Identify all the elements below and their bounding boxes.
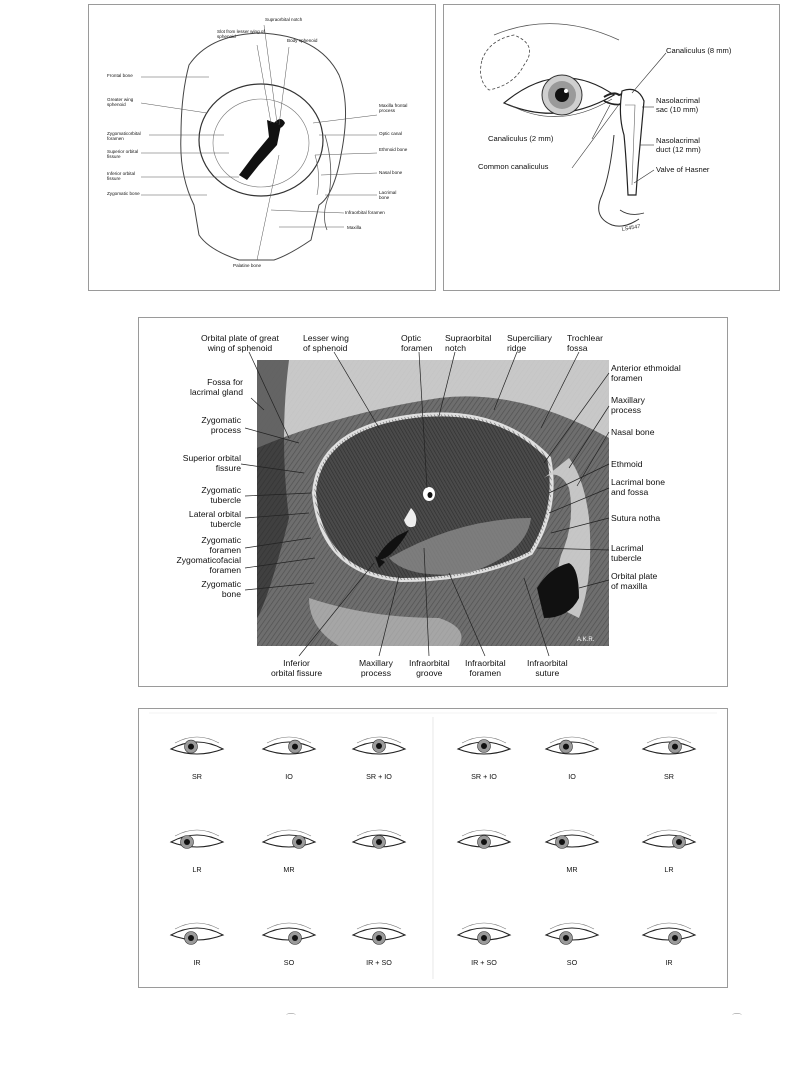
label-text: orbital fissure [271, 667, 323, 678]
label-frontal-bone: Frontal bone [107, 73, 133, 78]
label-infraorbital-foramen: Infraorbital foramen [345, 210, 385, 215]
label-common-canaliculus: Common canaliculus [478, 162, 549, 171]
label-text: Fossa for [207, 377, 243, 387]
label-text: Maxillary [359, 658, 393, 668]
eye-drawing [171, 737, 223, 754]
label-palatine-bone: Palatine bone [233, 263, 262, 268]
label-body-sphenoid: Body sphenoid [287, 38, 318, 43]
label-infraorbital-suture [527, 659, 568, 679]
eye-positions-grid [138, 708, 728, 988]
eye-muscle-label: SR + IO [471, 772, 497, 781]
label-text: Zygomatic [201, 579, 241, 589]
label-maxillary-process-right [611, 396, 645, 416]
label-lacrimal-bone-fossa [611, 478, 665, 498]
label-maxillary-process-bottom [359, 659, 393, 679]
label-valve-of-hasner: Valve of Hasner [656, 165, 710, 174]
label-text: Optic [401, 333, 422, 343]
eye-drawing [263, 830, 315, 849]
label-text: fissure [215, 462, 241, 473]
label-text: of sphenoid [303, 342, 348, 353]
label-ethmoid-bone: Ethmoid bone [379, 147, 408, 152]
eye-muscle-label: IO [285, 772, 293, 781]
eye-muscle-label: IO [568, 772, 576, 781]
label-nasolacrimal-duct [656, 137, 701, 154]
eye-drawing [643, 737, 695, 754]
eye-muscle-label: SO [283, 958, 295, 967]
label-text: bone [221, 588, 241, 599]
artist-signature: A.K.R. [577, 637, 595, 643]
label-text: Supraorbital [445, 333, 492, 343]
label-orbital-plate-sphenoid [201, 334, 279, 354]
label-nasal-bone: Nasal bone [379, 170, 403, 175]
label-maxilla: Maxilla [347, 225, 362, 230]
svg-text:LS4547: LS4547 [621, 223, 642, 233]
label-sac-line1: Nasolacrimal [656, 96, 700, 105]
label-zygomatic-foramen [201, 536, 241, 556]
label-text: tubercle [611, 552, 642, 563]
label-text: Zygomatic [201, 415, 241, 425]
eye-drawing [171, 923, 223, 945]
label-text: ridge [507, 342, 527, 353]
eye-drawing [458, 737, 510, 754]
label-duct-line1: Nasolacrimal [656, 136, 700, 145]
label-text: process [210, 424, 241, 435]
eye-drawing [171, 830, 223, 849]
orbit-anatomy-diagram [138, 317, 728, 687]
eye-muscle-label: LR [192, 865, 202, 874]
label-text: Superciliary [507, 333, 552, 343]
eye-muscle-label: IR [193, 958, 201, 967]
label-text: and fossa [611, 486, 649, 497]
label-text: of maxilla [611, 580, 648, 591]
label-optic-foramen [401, 334, 433, 354]
label-zygomatic-tubercle [201, 486, 241, 506]
eye-drawing [643, 923, 695, 945]
eye-drawing [546, 830, 598, 849]
label-anterior-ethmoidal-foramen [611, 364, 681, 384]
label-zygomaticorbital: Zygomaticorbital foramen [107, 131, 141, 142]
label-text: Zygomaticofacial [176, 555, 241, 565]
label-text: foramen [209, 564, 241, 575]
label-infraorbital-foramen [465, 659, 506, 679]
label-ethmoid: Ethmoid [611, 459, 643, 469]
label-zygomatic-bone: Zygomatic bone [107, 191, 140, 196]
label-text: foramen [611, 372, 643, 383]
label-sutura-notha: Sutura notha [611, 513, 661, 523]
eye-muscle-label: SO [566, 958, 578, 967]
label-canaliculus-8mm: Canaliculus (8 mm) [666, 46, 732, 55]
skull-bones-diagram [88, 4, 436, 291]
eye-drawing [263, 737, 315, 754]
label-superior-orbital-fissure [183, 454, 241, 474]
label-superciliary-ridge [507, 334, 552, 354]
label-text: lacrimal gland [189, 386, 243, 397]
label-inferior-orbital-fissure [271, 659, 322, 679]
label-text: wing of sphenoid [207, 342, 273, 353]
label-maxilla-frontal: Maxilla frontal process [379, 103, 408, 114]
eye-drawing [263, 923, 315, 945]
label-text: Lacrimal [611, 543, 644, 553]
label-canaliculus-2mm: Canaliculus (2 mm) [488, 134, 554, 143]
label-zygomatic-bone [201, 580, 241, 600]
lacrimal-drainage-diagram [443, 4, 780, 291]
label-text: process [611, 404, 642, 415]
eye-drawing [353, 737, 405, 754]
eye-muscle-label: IR [665, 958, 673, 967]
eye-grid-drawing [139, 709, 727, 987]
label-text: Orbital plate of great [201, 333, 279, 343]
label-lesser-wing [303, 334, 349, 354]
label-text: Trochlear [567, 333, 603, 343]
label-text: foramen [469, 667, 502, 678]
label-slot-lesser-wing: Slot from lesser wing of sphenoid [217, 29, 265, 40]
label-text: Maxillary [611, 395, 645, 405]
label-fossa-lacrimal-gland [190, 378, 243, 398]
label-text: Lesser wing [303, 333, 349, 343]
label-text: Infraorbital [409, 658, 450, 668]
eye-muscle-label: IR + SO [471, 958, 497, 967]
label-duct-line2: duct (12 mm) [656, 144, 701, 154]
label-text: Zygomatic [201, 485, 241, 495]
label-text: Orbital plate [611, 571, 658, 581]
eye-drawing [546, 737, 598, 754]
eye-drawing [546, 923, 598, 945]
label-trochlear-fossa [567, 334, 603, 354]
eye-drawing [643, 830, 695, 849]
label-text: Anterior ethmoidal [611, 363, 681, 373]
label-orbital-plate-maxilla [611, 572, 657, 592]
label-lacrimal-bone: Lacrimal bone [379, 190, 397, 201]
label-supraorbital-notch [445, 334, 491, 354]
label-text: Lacrimal bone [611, 477, 665, 487]
label-text: groove [416, 667, 443, 678]
label-superior-fissure: Superior orbital fissure [107, 149, 139, 160]
label-text: tubercle [210, 518, 241, 529]
label-optic-canal: Optic canal [379, 131, 402, 136]
eye-muscle-label: MR [283, 865, 295, 874]
label-lateral-orbital-tubercle [189, 510, 241, 530]
scan-mark-left: ⌒ [286, 1014, 296, 1025]
label-zygomatic-process [201, 416, 241, 436]
eye-muscle-label: SR + IO [366, 772, 392, 781]
label-text: Infraorbital [465, 658, 506, 668]
label-nasolacrimal-sac [656, 97, 700, 114]
label-text: foramen [401, 342, 433, 353]
label-sac-line2: sac (10 mm) [656, 104, 699, 114]
label-text: notch [445, 342, 467, 353]
eye-muscle-label: MR [566, 865, 578, 874]
label-nasal-bone: Nasal bone [611, 427, 655, 437]
eye-muscle-label: SR [192, 772, 202, 781]
label-supraorbital-notch: Supraorbital notch [265, 17, 303, 22]
eye-muscle-label: SR [664, 772, 674, 781]
label-text: Inferior [283, 658, 310, 668]
eye-drawing [353, 923, 405, 945]
eye-muscle-label: LR [664, 865, 674, 874]
eye-drawing [458, 830, 510, 849]
label-infraorbital-groove [409, 659, 450, 679]
label-greater-wing: Greater wing sphenoid [107, 97, 134, 108]
label-text: Zygomatic [201, 535, 241, 545]
label-text: Infraorbital [527, 658, 568, 668]
label-text: Superior orbital [182, 453, 241, 463]
eye-muscle-label: IR + SO [366, 958, 392, 967]
label-text: process [360, 667, 391, 678]
label-text: foramen [209, 544, 241, 555]
label-inferior-fissure: Inferior orbital fissure [107, 171, 136, 182]
label-lacrimal-tubercle [611, 544, 643, 564]
label-text: suture [535, 667, 560, 678]
eye-drawing [353, 830, 405, 849]
label-zygomaticofacial-foramen [177, 556, 241, 576]
label-text: Lateral orbital [188, 509, 241, 519]
eye-drawing [458, 923, 510, 945]
label-text: fossa [567, 342, 588, 353]
label-text: tubercle [210, 494, 241, 505]
scan-mark-right: ⌒ [732, 1014, 742, 1025]
